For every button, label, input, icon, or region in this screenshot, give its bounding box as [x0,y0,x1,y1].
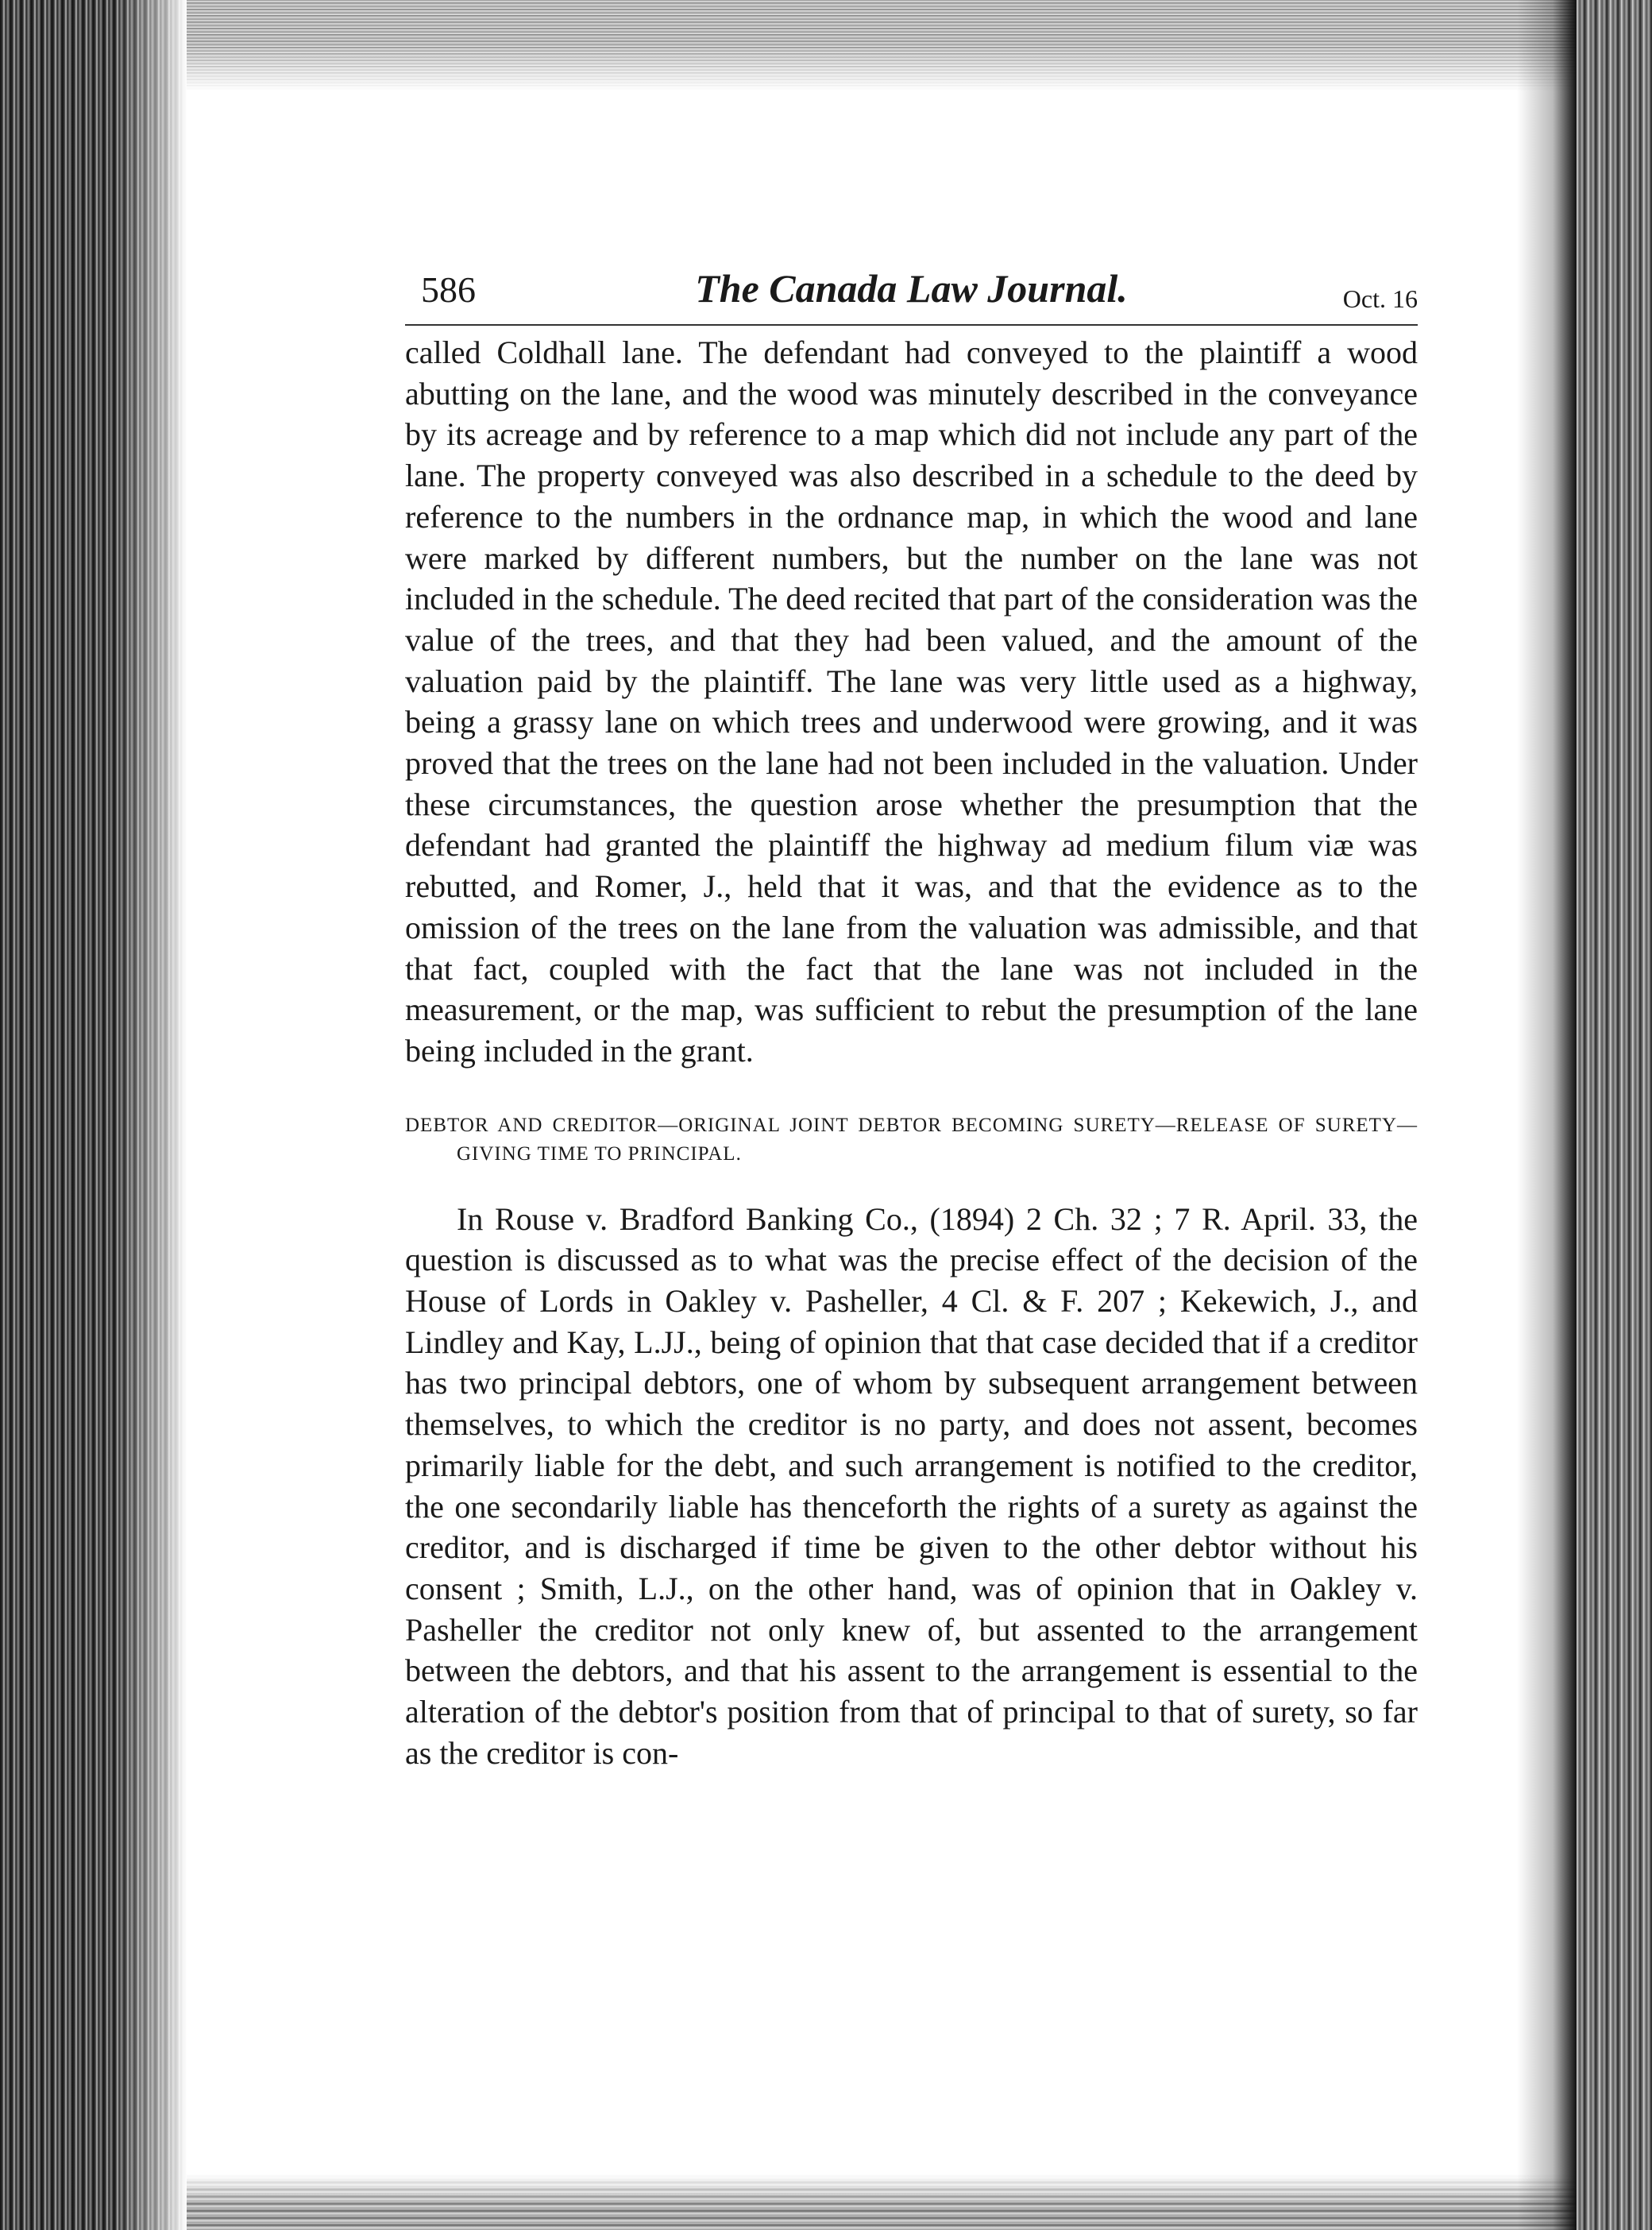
section-heading-debtor-creditor: DEBTOR AND CREDITOR—ORIGINAL JOINT DEBTOR BECOMING SURETY—RELEASE OF SURETY—GIVING TIME TO PRINCIPAL. [405,1114,1418,1165]
running-head [405,262,1418,326]
body-paragraph-rouse-case: In Rouse v. Bradford Banking Co., (1894) 2 Ch. 32 ; 7 R. April. 33, the question is discussed as to what was the precise effect of the decision of the House of Lords in Oakley v. Pasheller, 4 Cl. & F. 207 ; Kekewich, J., and Lindley and Kay, L.JJ., being of opinion that that case decided that if a creditor has two principal debtors, one of whom by subsequent arrangement between themselves, to which the creditor is no party, and does not assent, becomes primarily liable for the debt, and such arrangement is notified to the creditor, the one secondarily liable has thenceforth the rights of a surety as against the creditor, and is discharged if time be given to the other debtor without his consent ; Smith, L.J., on the other hand, was of opinion that in Oakley v. Pasheller the creditor not only knew of, but assented to the arrangement between the debtors, and that his assent to the arrangement is essential to the alteration of the debtor's position from that of principal to that of surety, so far as the creditor is con- [405,1200,1418,1771]
scan-edge-bottom [187,2174,1577,2230]
journal-title: The Canada Law Journal. [695,266,1128,311]
issue-date: Oct. 16 [1342,284,1418,313]
journal-page [405,262,1418,1774]
scan-binding-edge-left [0,0,187,2230]
page-number: 586 [421,269,476,310]
scan-edge-top [187,0,1577,91]
body-paragraph-coldhall-lane: called Coldhall lane. The defendant had conveyed to the plaintiff a wood abutting on the lane, and the wood was minutely described in the conveyance by its acreage and by reference to a map which did not include any part of the lane. The property conveyed was also described in a schedule to the deed by reference to the numbers in the ordnance map, in which the wood and lane were marked by different numbers, but the number on the lane was not included in the schedule. The deed recited that part of the consideration was the value of the trees, and that they had been valued, and the amount of the valuation paid by the plaintiff. The lane was very little used as a highway, being a grassy lane on which trees and underwood were growing, and it was proved that the trees on the lane had not been included in the valuation. Under these circumstances, the question arose whether the presumption that the defendant had granted the plaintiff the highway ad medium filum viæ was rebutted, and Romer, J., held that it was, and that the evidence as to the omission of the trees on the lane from the valuation was admissible, and that that fact, coupled with the fact that the lane was not included in the measurement, or the map, was sufficient to rebut the presumption of the lane being included in the grant. [405,334,1418,1069]
scan-edge-right [1577,0,1652,2230]
